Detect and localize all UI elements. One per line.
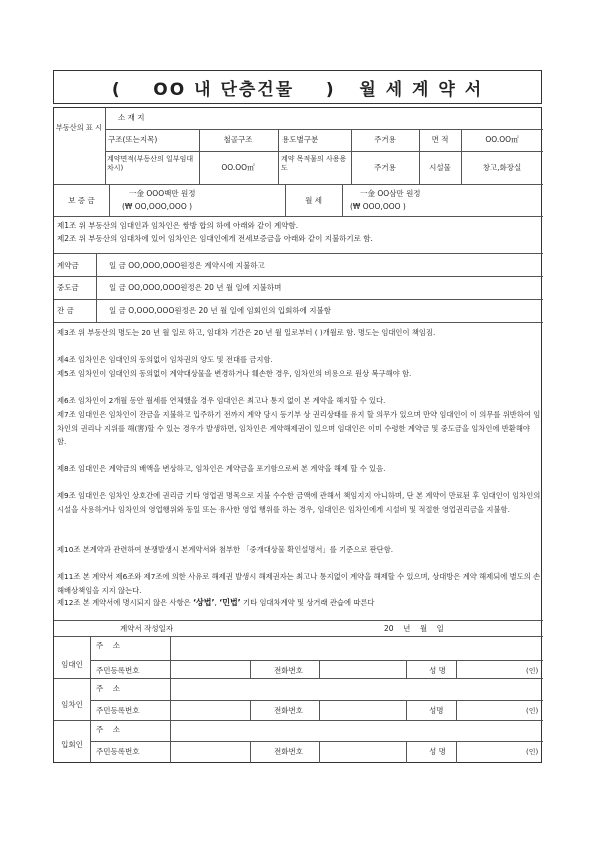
location-label: 소 재 지 bbox=[118, 113, 145, 122]
article-12 bbox=[57, 596, 541, 610]
article-1: 제1조 위 부동산의 임대인과 임차인은 쌍방 합의 하에 아래와 같이 계약함. bbox=[57, 221, 299, 230]
article-9: 제9조 임대인은 임차인 상호간에 권리금 기타 영업권 명목으로 지불 수수한 금액에 관해서 책임지지 아니하며, 단 본 계약이 만료된 후 임대인이 임차인의 시설을 사용하거나 임차인의 영업행위와 동일 또는 유사한 영업 행위를 하는 경우, 임대인은 임차인에게 시설비 및 적절한 영업권리금을 지불함. bbox=[57, 491, 541, 514]
contract-form bbox=[53, 107, 542, 763]
article-8: 제8조 임대인은 계약금의 배액을 변상하고, 임차인은 계약금을 포기함으로써 본 계약을 해제 할 수 있음. bbox=[57, 464, 386, 473]
payment-text-1: 일 금 OO,OOO,OOO원정은 계약시에 지불하고 bbox=[109, 261, 265, 270]
purpose-label: 계약 목적물의 사용용도 bbox=[281, 155, 347, 172]
facility-label: 시설물 bbox=[429, 163, 451, 172]
article-12-law-1: ‘상법’ bbox=[192, 598, 215, 607]
payment-label-2: 중도금 bbox=[57, 283, 79, 292]
article-6: 제6조 임차인이 2개월 동안 월세를 연체했을 경우 임대인은 최고나 통지 없이 본 계약을 해지할 수 있다. bbox=[57, 396, 386, 405]
party-name-label-2: 성명 bbox=[429, 706, 444, 715]
party-name-label-1: 성 명 bbox=[429, 666, 446, 675]
lease-area-value: OO.OO㎡ bbox=[221, 163, 255, 172]
property-row-label: 부동산의 표 시 bbox=[55, 123, 103, 132]
deposit-label: 보 증 금 bbox=[68, 196, 95, 205]
purpose-value: 주거용 bbox=[374, 163, 396, 172]
rent-label: 월 세 bbox=[305, 196, 322, 205]
article-3: 제3조 위 부동산의 명도는 20 년 월 일로 하고, 임대차 기간은 20 년 월 일로부터 ( )개월로 함. 명도는 임대인이 책임짐. bbox=[57, 328, 436, 337]
party-id-label-2: 주민등록번호 bbox=[96, 706, 140, 715]
party-phone-label-1: 전화번호 bbox=[274, 666, 303, 675]
article-10: 제10조 본계약과 관련하여 분쟁발생시 본계약서와 첨부한 「중개대상물 확인설명서」를 기준으로 판단함. bbox=[57, 545, 394, 554]
rent-value-line1: 一金 OO삼만 원정 bbox=[360, 189, 421, 198]
deposit-value-line1: 一金 OOO백만 원정 bbox=[129, 189, 196, 198]
party-role-1: 임대인 bbox=[61, 660, 83, 669]
party-name-label-3: 성 명 bbox=[429, 747, 446, 756]
article-11: 제11조 본 계약서 제6조와 제7조에 의한 사유로 해제권 발생시 해제권자는 최고나 통지없이 계약을 해제할 수 있으며, 상대방은 계약 해제되에 별도의 손해배상책임을 지지 않는다. bbox=[57, 572, 541, 595]
article-2: 제2조 위 부동산의 임대차에 있어 임차인은 임대인에게 전세보증금을 아래와 같이 지불하기로 함. bbox=[57, 234, 373, 243]
area-label: 면 적 bbox=[431, 135, 449, 144]
article-12-after: 기타 임대차계약 및 상거래 관습에 따른다 bbox=[240, 598, 375, 607]
party-id-label-3: 주민등록번호 bbox=[96, 747, 140, 756]
page-title: ( OO 내 단층건물 ) 월 세 계 약 서 bbox=[53, 70, 542, 104]
date-value: 20 년 월 일 bbox=[384, 624, 444, 633]
article-12-before: 제12조 본 계약서에 명시되지 않은 사항은 bbox=[57, 598, 193, 607]
facility-value: 창고,화장실 bbox=[482, 163, 522, 172]
lease-area-label: 계약면적(부동산의 일부임대차시) bbox=[107, 155, 194, 172]
article-7: 제7조 임대인은 임차인이 잔금을 지불하고 입주하기 전까지 계약 당시 등기부 상 권리상태를 유지 할 의무가 있으며 만약 임대인이 이 의무를 위반하여 임차인의 권리나 지위를 해(害)할 수 있는 경우가 발생하면, 임차인은 계약해제권이 있으며 임대인은 이미 수령한 계약금 및 중도금을 임차인에 반환해야 함. bbox=[57, 410, 541, 446]
party-address-label-1: 주 소 bbox=[96, 641, 121, 650]
payment-text-3: 일 금 O,OOO,OOO원정은 20 년 월 일에 임회인의 입회하에 지불함 bbox=[109, 306, 331, 315]
party-seal-1: (인) bbox=[526, 667, 539, 675]
area-value: OO.OO㎡ bbox=[485, 135, 519, 144]
party-phone-label-2: 전화번호 bbox=[274, 706, 303, 715]
party-address-label-2: 주 소 bbox=[96, 684, 121, 693]
article-12-law-2: ‘민법’ bbox=[219, 598, 241, 607]
party-role-3: 입회인 bbox=[61, 740, 83, 749]
payment-text-2: 일 금 OO,OOO,OOO원정은 20 년 월 일에 지불하며 bbox=[109, 283, 282, 292]
structure-value: 철골구조 bbox=[223, 135, 253, 144]
party-role-2: 임차인 bbox=[61, 700, 83, 709]
party-seal-3: (인) bbox=[526, 748, 539, 756]
party-id-label-1: 주민등록번호 bbox=[96, 666, 140, 675]
party-phone-label-3: 전화번호 bbox=[274, 747, 303, 756]
payment-label-1: 계약금 bbox=[57, 261, 79, 270]
use-value: 주거용 bbox=[374, 135, 396, 144]
rent-value-line2: (₩ OOO,OOO ) bbox=[350, 202, 406, 211]
payment-label-3: 잔 금 bbox=[57, 306, 74, 315]
date-label: 계약서 작성일자 bbox=[120, 624, 174, 633]
structure-label: 구조(또는지목) bbox=[108, 135, 158, 144]
article-12-sep: , bbox=[214, 598, 220, 607]
use-label: 용도별구분 bbox=[282, 135, 319, 144]
article-4: 제4조 임차인은 임대인의 동의없이 임차권의 양도 및 전대를 금지함. bbox=[57, 355, 273, 364]
party-address-label-3: 주 소 bbox=[96, 725, 121, 734]
party-seal-2: (인) bbox=[526, 707, 539, 715]
deposit-value-line2: (₩ OO,OOO,OOO ) bbox=[122, 202, 193, 211]
article-5: 제5조 임차인이 임대인의 동의없이 계약대상물을 변경하거나 훼손한 경우, 임차인의 비용으로 원상 복구해야 함. bbox=[57, 369, 412, 378]
